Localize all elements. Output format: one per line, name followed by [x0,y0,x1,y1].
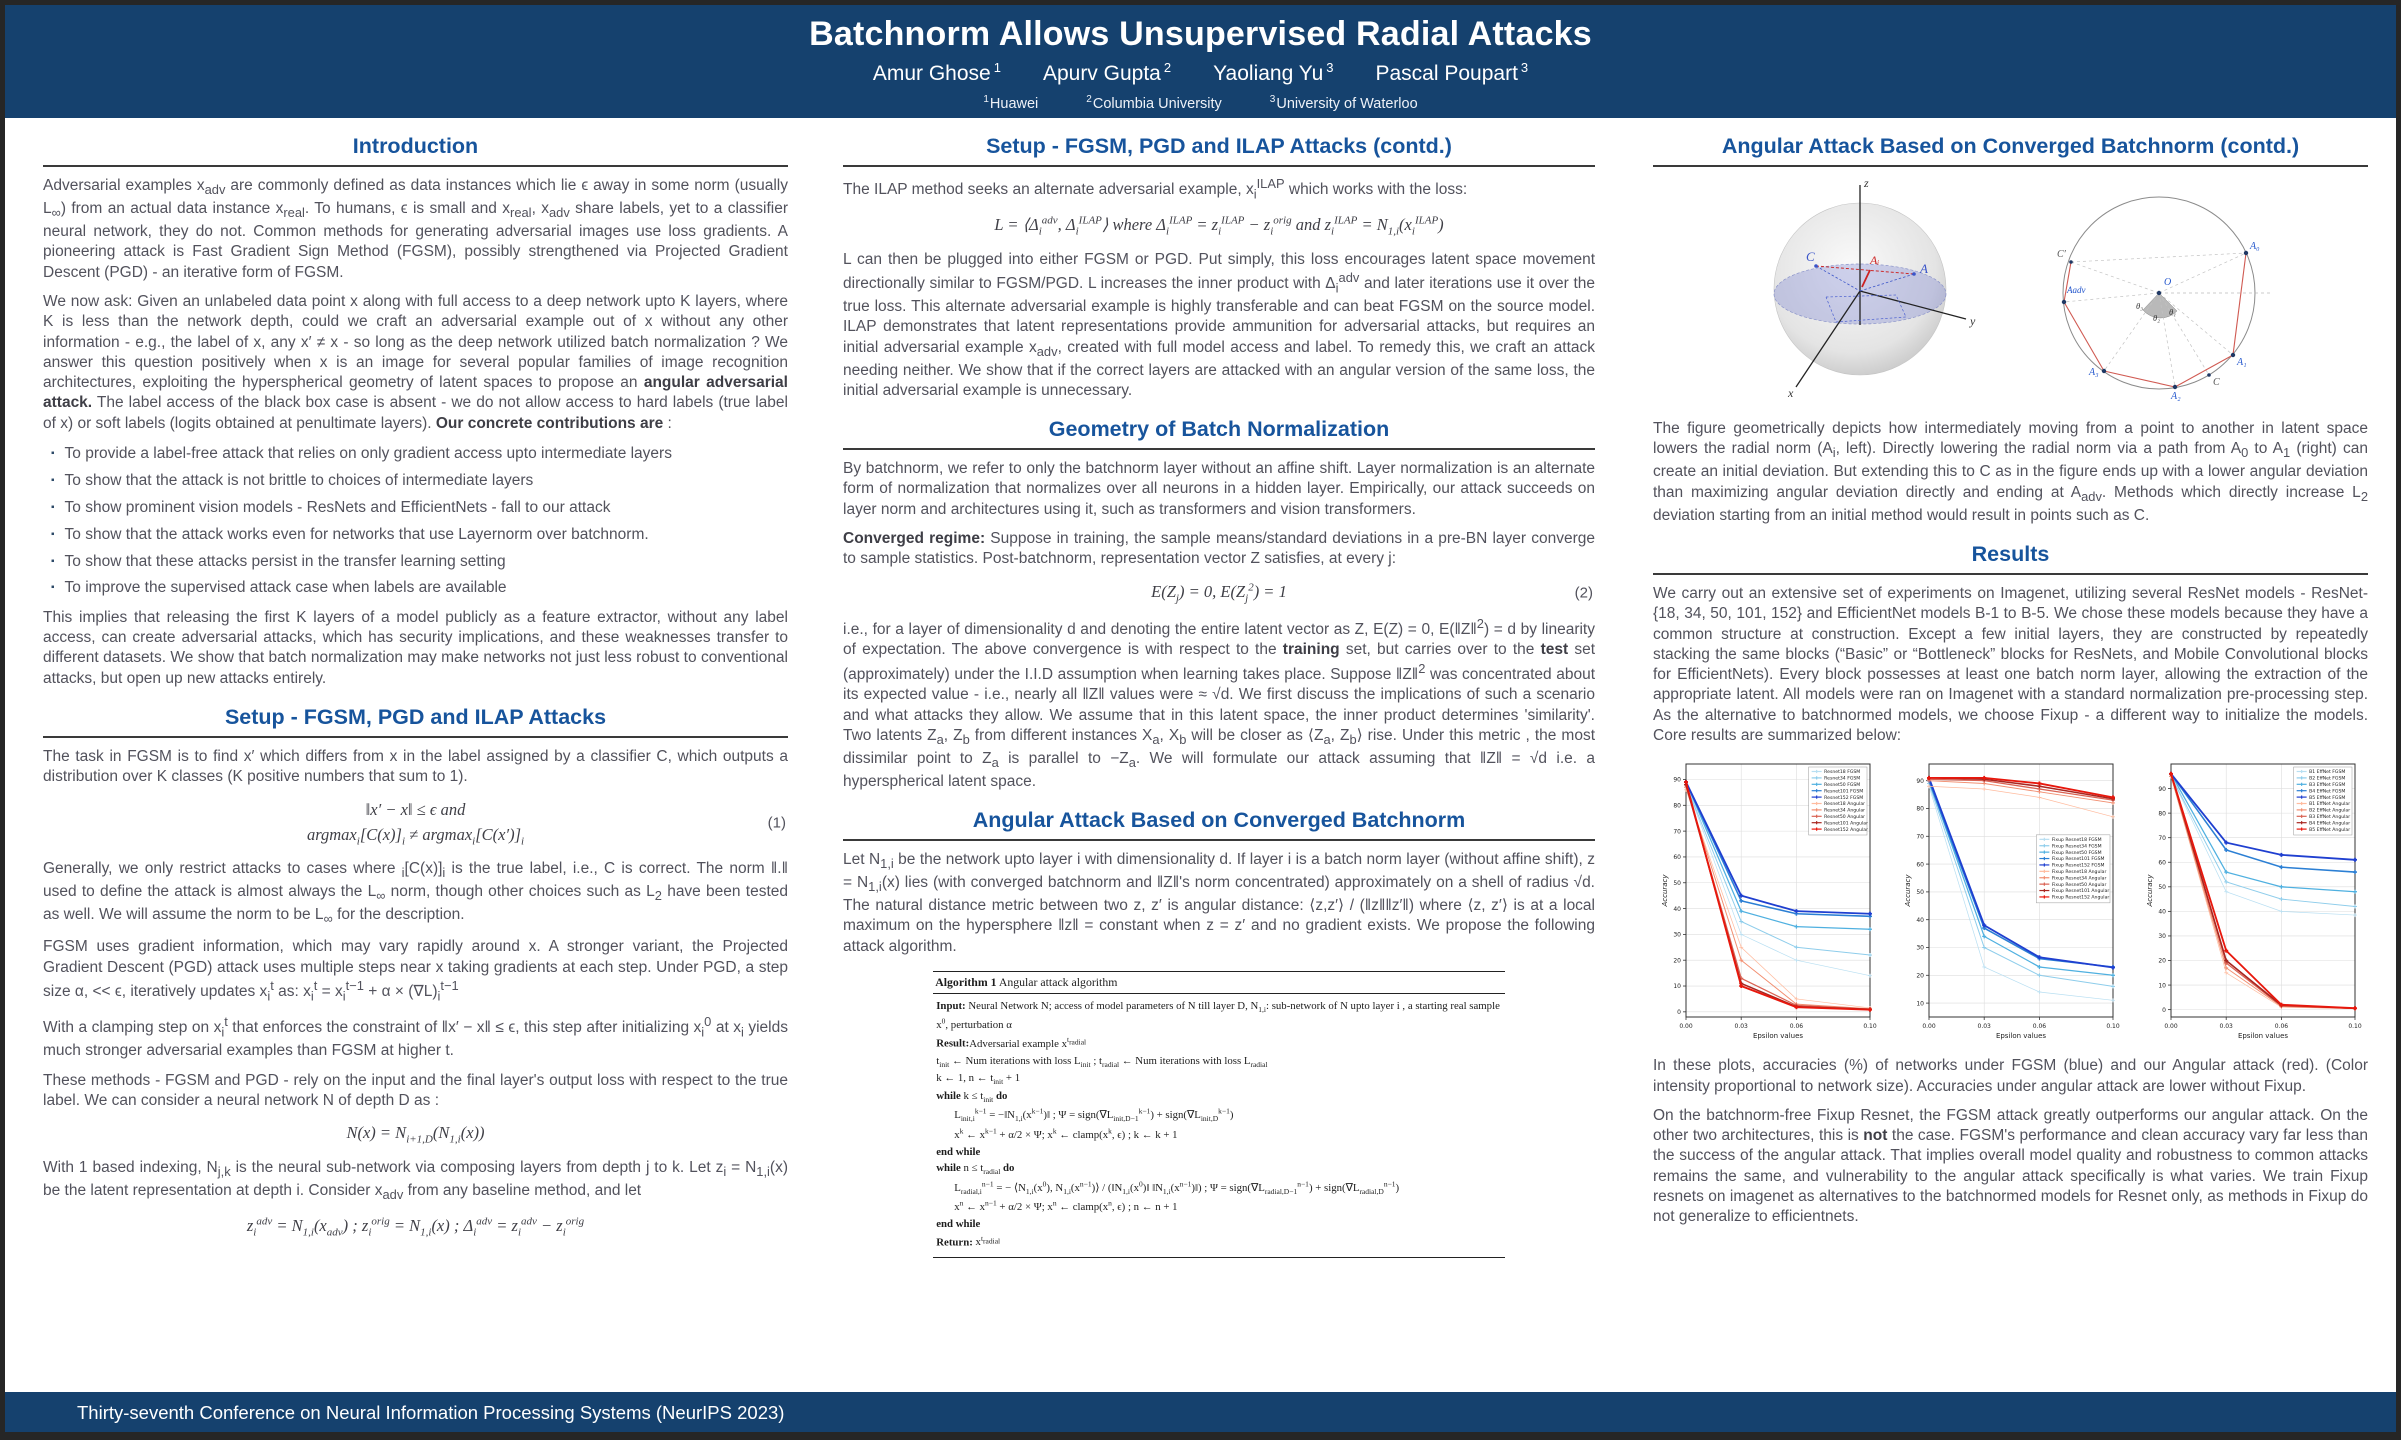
label-o: O [2163,277,2171,288]
column-results [1653,118,2368,1392]
svg-text:Accuracy: Accuracy [1661,874,1669,907]
svg-text:40: 40 [2158,908,2166,916]
z-axis-label: z [1863,176,1869,190]
svg-text:20: 20 [2158,958,2166,966]
svg-text:Epsilon values: Epsilon values [1995,1032,2046,1041]
point-a [1912,272,1916,276]
svg-text:Resnet18 Angular: Resnet18 Angular [1824,802,1866,808]
list-item: ▪ To show that the attack is not brittle to choices of intermediate layers [51,471,534,489]
svg-text:40: 40 [1915,917,1924,925]
list-item: ▪ To show prominent vision models - ResNets and EfficientNets - fall to our attack [51,498,611,516]
svg-text:0: 0 [2162,1007,2166,1015]
label-c-prime: C′ [2056,249,2066,260]
svg-text:Fixup Resnet101 Angular: Fixup Resnet101 Angular [2051,889,2109,895]
column-introduction [43,118,788,1392]
svg-text:50: 50 [1915,889,1924,897]
svg-text:60: 60 [1673,854,1681,862]
setup-paragraph-6: With 1 based indexing, $N_{j,k}$ is the neural sub-network via composing layers from depth j to k. Let $z_i = N_{1,i}(x)$ be the latent representation at depth i. Consider $x_{adv}$ from any baseline method, and let [43,1158,788,1202]
algorithm-line: k ← 1, n ← $t_{init} + 1$ [936,1072,1021,1087]
geometry-paragraph-1: By batchnorm, we refer to only the batchnorm layer without an affine shift. Layer normalization is an alternate form of normalization that normalizes over all neurons in a hidden layer. Empirically, our attack succeeds on layer norm and architectures using it, such as transformers and vision transformers. [843,460,1595,518]
plot-resnet-batchnorm [1659,755,1877,1047]
algorithm-box [933,971,1505,1258]
setup-paragraph-5: These methods - FGSM and PGD - rely on the input and the final layer's output loss with respect to the true label. We can consider a neural network N of depth D as : [43,1071,788,1110]
svg-text:30: 30 [1673,931,1681,939]
svg-text:Resnet34 FGSM: Resnet34 FGSM [1824,776,1861,782]
equation-number: (2) [1574,584,1593,602]
svg-text:90: 90 [2158,786,2166,794]
label-theta3: θ₃ [2135,301,2143,311]
section-heading-introduction: Introduction [352,134,479,158]
svg-text:Accuracy: Accuracy [1903,874,1912,907]
svg-text:B1 EffNet FGSM: B1 EffNet FGSM [2309,770,2346,776]
charts-caption: In these plots, accuracies (%) of networks under FGSM (blue) and our Angular attack (red). (Color intensity proportional to network size). Accuracies under angular attack are lower without Fixup. [1653,1057,2368,1095]
poster-footer [5,1392,2396,1432]
svg-text:Resnet101 Angular: Resnet101 Angular [1824,821,1868,827]
svg-text:40: 40 [1673,906,1681,914]
svg-text:Accuracy: Accuracy [2146,874,2154,907]
poster-title: Batchnorm Allows Unsupervised Radial Attacks [809,15,1592,53]
intro-paragraph-1: Adversarial examples $x_{adv}$ are commonly defined as data instances which lie ϵ away in some norm (usually $L_\infty$) from an actual data instance $x_{real}$. To humans, ϵ is small and $x_{real}$, $x_{adv}$ share labels, yet to a classifier neural network, they do not. Common methods for generating adversarial images use loss gradients. A pioneering attack is Fast Gradient Sign Method (FGSM), possibly strengthened via Projected Gradient Descent (PGD) - an iterative form of FGSM. [43,177,788,281]
algorithm-line: Input: Neural Network N; access of model parameters of N till layer D, $N_{1,i}$: sub-network of N upto layer i , a starting real sample $x^0$, perturbation α [936,1000,1500,1032]
svg-text:Fixup Resnet18 Angular: Fixup Resnet18 Angular [2051,870,2106,876]
setup-paragraph-3: FGSM uses gradient information, which may vary rapidly around x. A stronger variant, the Projected Gradient Descent (PGD) attack uses multiple steps near x taking gradients at each step. Under PGD, a step size α, << ϵ, iteratively updates $x_i^t$ as: $x_i^t = x_i^{t-1} + \alpha \times (\nabla L)_i^{t-1}$ [43,938,788,1004]
svg-text:B5 EffNet Angular: B5 EffNet Angular [2309,828,2351,834]
plot-fixup-resnet [1902,755,2120,1047]
svg-text:70: 70 [1673,828,1681,836]
label-theta2: θ₂ [2152,313,2160,323]
svg-text:70: 70 [2158,835,2166,843]
svg-text:20: 20 [1673,957,1681,965]
equation-2: $E(Z_j) = 0$, $E(Z_j^2) = 1$ (2) [1151,581,1593,604]
label-a0: A₀ [2249,241,2260,252]
svg-text:0.06: 0.06 [1789,1023,1804,1031]
plot-efficientnet [2144,755,2362,1047]
svg-text:10: 10 [2158,982,2166,990]
svg-text:Epsilon values: Epsilon values [2237,1032,2289,1041]
svg-text:Resnet50 FGSM: Resnet50 FGSM [1824,783,1861,789]
label-a: A [1919,261,1928,276]
svg-text:50: 50 [2158,884,2166,892]
author: Apurv Gupta $^2$ [1042,60,1172,85]
svg-text:80: 80 [1673,802,1681,810]
svg-text:30: 30 [2158,933,2166,941]
label-a2: A₂ [2170,391,2181,402]
author: Yaoliang Yu $^3$ [1213,60,1334,85]
svg-text:0.03: 0.03 [1977,1023,1991,1031]
section-heading-setup: Setup - FGSM, PGD and ILAP Attacks [224,704,607,729]
section-heading-geometry: Geometry of Batch Normalization [1048,417,1390,442]
algorithm-line: $x^n$ ← $x^{n-1} + \alpha/2 \times \Psi$; $x^n$ ← $clamp(x^n$, ϵ) ; n ← n + 1 [954,1198,1178,1214]
svg-text:0.10: 0.10 [2348,1023,2362,1031]
svg-text:80: 80 [2158,810,2166,818]
algorithm-title: Algorithm 1 Angular attack algorithm [933,971,1505,994]
svg-text:B2 EffNet Angular: B2 EffNet Angular [2309,808,2351,814]
svg-text:Resnet18 FGSM: Resnet18 FGSM [1824,770,1861,776]
authors-line [5,60,2396,86]
geometry-paragraph-3: i.e., for a layer of dimensionality d and denoting the entire latent vector as Z, E(Z) = 0, E(‖Z‖$^2$) = d by linearity of expectation. The above convergence is with respect to the training set, but carries over to the test set (approximately) under the I.I.D assumption when learning takes place. Suppose ‖Z‖$^2$ was concentrated about its expected value - i.e., nearly all ‖Z‖ values were ≈ √d. We first discuss the implications of such a scenario and what attacks they allow. We assume that in this latent space, the inner product determines 'similarity'. Two latents $Z_a$, $Z_b$ from different instances $X_a$, $X_b$ will be closer as $⟨Z_a$, $Z_b⟩$ rise. Under this metric , the most dissimilar point to $Z_a$ is parallel to $-Z_a$. We will formulate our attack assuming that ‖Z‖ = √d i.e. a hyperspherical latent space. [843,616,1595,790]
contribution-list [43,444,788,598]
heading-rule [43,165,788,167]
svg-text:Fixup Resnet18 FGSM: Fixup Resnet18 FGSM [2051,838,2102,844]
heading-rule [843,165,1595,167]
svg-text:B3 EffNet FGSM: B3 EffNet FGSM [2309,783,2346,789]
svg-text:30: 30 [1915,944,1924,952]
algorithm-body [933,994,1505,1258]
svg-text:0.06: 0.06 [2274,1023,2289,1031]
svg-text:Fixup Resnet34 FGSM: Fixup Resnet34 FGSM [2051,844,2102,850]
svg-text:20: 20 [1915,972,1924,980]
heading-rule [843,839,1595,841]
label-c2: C [2212,377,2220,388]
label-theta1: θ₁ [2168,307,2176,317]
section-heading-setup-contd: Setup - FGSM, PGD and ILAP Attacks (contd.) [986,134,1452,158]
list-item: ▪ To provide a label-free attack that relies on only gradient access upto intermediate layers [51,445,672,462]
algorithm-line: end while [936,1217,981,1230]
svg-text:10: 10 [1915,1000,1924,1008]
svg-text:0.00: 0.00 [1679,1023,1693,1031]
ilap-paragraph-1: The ILAP method seeks an alternate adversarial example, $x_i^{ILAP}$ which works with the loss: [843,176,1468,202]
angular-paragraph-1: Let $N_{1,i}$ be the network upto layer i with dimensionality d. If layer i is a batch norm layer (without affine shift), $z = N_{1,i}(x)$ lies (with converged batchnorm and ‖Z‖'s norm concentrated) approximately on a shell of radius √d. The natural distance metric between two z, z′ is angular distance: ⟨z,z′⟩ / (‖z‖‖z′‖) where ⟨z, z′⟩ is at a local maximum on the hypersphere ‖z‖ = constant when z = z′ and no gradient exists. We propose the following attack algorithm. [843,851,1595,955]
equation-number: (1) [767,814,786,832]
svg-text:Fixup Resnet152 Angular: Fixup Resnet152 Angular [2051,895,2109,901]
svg-text:10: 10 [1673,983,1681,991]
geometry-figure [1653,175,2368,410]
algorithm-line: while $n \le t_{radial}$ do [936,1162,1015,1177]
svg-text:B4 EffNet FGSM: B4 EffNet FGSM [2309,789,2346,795]
svg-text:Resnet152 Angular: Resnet152 Angular [1824,828,1868,834]
svg-text:0.03: 0.03 [1734,1023,1748,1031]
affiliation: $^2$Columbia University [1086,94,1222,112]
svg-text:0.10: 0.10 [1863,1023,1877,1031]
algorithm-line: $L_{radial,i}^{n-1}$ = − $⟨N_{1,i}(x^0)$, $N_{1,i}(x^{n-1})⟩$ / ($‖N_{1,i}(x^0)‖$ $‖N_{1,i}(x^{n-1})‖$) ; $\Psi = sign(\nabla L_{radial,D-1}^{n-1})$ + $sign(\nabla L_{radial,D}^{n-1})$ [954,1179,1400,1196]
heading-rule [1653,573,2368,575]
great-circle-figure [2043,175,2278,410]
author: Amur Ghose $^1$ [872,60,1001,85]
algorithm-line: while $k \le t_{init}$ do [936,1090,1008,1105]
poster-header [5,5,2396,118]
algorithm-line: Return: $x^{t_{radial}}$ [936,1233,1001,1249]
ilap-paragraph-2: L can then be plugged into either FGSM or PGD. Put simply, this loss encourages latent space movement directionally similar to FGSM/PGD. L increases the inner product with $\Delta_i^{adv}$ and later iterations use it over the true loss. This alternate adversarial example is highly transferable and can beat FGSM on the source model. ILAP demonstrates that latent representations provide ammunition for adversarial attacks, but requires an initial adversarial example $x_{adv}$, created with full model access and label. To remedy this, we craft an attack needing neither. We show that if the correct layers are attacked with an angular version of the same loss, the initial adversarial example is unnecessary. [843,250,1595,399]
point-c [1814,264,1818,268]
svg-text:Resnet101 FGSM: Resnet101 FGSM [1824,789,1864,795]
conference-name: Thirty-seventh Conference on Neural Information Processing Systems (NeurIPS 2023) [77,1402,785,1423]
label-a1: A₁ [2236,357,2247,368]
algorithm-line: $L_{init,i}^{k-1}$ = $-‖N_{1,i}(x^{k-1})‖$ ; $\Psi = sign(\nabla L_{init,D-1}^{k-1})$ + $sign(\nabla L_{init,D}^{k-1})$ [954,1106,1234,1124]
svg-text:B2 EffNet FGSM: B2 EffNet FGSM [2309,776,2346,782]
figure-explanation: The figure geometrically depicts how intermediately moving from a point to another in latent space lowers the radial norm ($A_i$, left). Directly lowering the radial norm via a path from $A_0$ to $A_1$ (right) can create an initial deviation. But extending this to C as in the figure ends up with a lower angular deviation than maximizing angular deviation directly and ending at $A_{adv}$. Methods which directly increase $L_2$ deviation starting from an initial method would result in points such as C. [1653,420,2368,524]
poster [5,5,2396,1432]
svg-text:Resnet34 Angular: Resnet34 Angular [1824,808,1866,814]
results-paragraph-1: We carry out an extensive set of experiments on Imagenet, utilizing several ResNet models - ResNet-{18, 34, 50, 101, 152} and EfficientNet models B-1 to B-5. We chose these models because they have a common structure at construction. Except a few initial layers, they are constructed by repeatedly stacking the same blocks (“Basic” or “Bottleneck” blocks for ResNets, and Mobile Convolutional blocks for EfficientNets). Every block possesses at least one batch norm layer, allowing the extraction of the appropriate latent. All models were ran on Imagenet with a standard normalization pre-processing step. As the alternative to batchnormed models, we choose Fixup - a different way to initialize the models. Core results are summarized below: [1653,584,2368,744]
svg-text:50: 50 [1673,880,1681,888]
section-heading-results: Results [1971,541,2050,566]
affiliation: $^3$University of Waterloo [1269,94,1418,112]
section-heading-angular-contd: Angular Attack Based on Converged Batchnorm (contd.) [1721,134,2300,158]
svg-text:0.10: 0.10 [2105,1023,2120,1031]
results-discussion: On the batchnorm-free Fixup Resnet, the FGSM attack greatly outperforms our angular attack. On the other two architectures, this is not the case. FGSM's performance and clean accuracy vary far less than the success of the angular attack. That implies overall model quality and robustness to common attacks remains the same, and vulnerability to the angular attack specifically is what varies. We train Fixup resnets on imagenet as alternatives to the batchnormed models for Resnet only, as methods in Fixup do not generalize to efficientnets. [1653,1106,2368,1226]
list-item: ▪ To improve the supervised attack case when labels are available [51,579,507,597]
svg-text:0.00: 0.00 [1921,1023,1936,1031]
svg-text:B5 EffNet FGSM: B5 EffNet FGSM [2309,796,2346,802]
svg-text:60: 60 [2158,859,2166,867]
svg-text:90: 90 [1915,778,1924,786]
intro-paragraph-2: We now ask: Given an unlabeled data point x along with full access to a deep network upto K layers, where K is less than the network depth, could we craft an adversarial example out of x without any other information - e.g., the label of x, any x′ ≠ x - so long as the deep network utilized batch normalization ? We answer this question positively when x is an image for several popular families of image recognition architectures, exploiting the hyperspherical geometry of latent spaces to propose an angular adversarial attack. The label access of the black box case is absent - we do not allow access to hard labels (true label of x) or soft labels (logits obtained at penultimate layers). Our concrete contributions are : [43,292,788,432]
svg-text:Fixup Resnet34 Angular: Fixup Resnet34 Angular [2051,876,2106,882]
svg-text:Fixup Resnet50 Angular: Fixup Resnet50 Angular [2051,883,2106,889]
bullet-icon: ▪ [51,448,55,459]
equation-ilap-loss: $L = ⟨\Delta_i^{adv}$, $\Delta_i^{ILAP}⟩$ where $\Delta_i^{ILAP} = z_i^{ILAP} - z_i^{orig}$ and $z_i^{ILAP} = N_{1,i}(x_i^{ILAP})$ [994,214,1444,238]
bullet-icon: ▪ [51,501,55,513]
equation-latents: $z_i^{adv} = N_{1,i}(x_{adv})$ ; $z_i^{orig} = N_{1,i}(x)$ ; $\Delta_i^{adv} = z_i^{adv} - z_i^{orig}$ [246,1215,585,1238]
svg-text:0.06: 0.06 [2032,1023,2046,1031]
algorithm-line: end while [936,1145,981,1158]
setup-paragraph-1: The task in FGSM is to find x′ which differs from x in the label assigned by a classifier C, which outputs a distribution over K classes (K positive numbers that sum to 1). [43,747,788,786]
svg-text:60: 60 [1915,861,1924,869]
label-a3: A₃ [2088,367,2099,378]
list-item: ▪ To show that the attack works even for networks that use Layernorm over batchnorm. [51,525,649,543]
y-axis-label: y [1969,314,1975,328]
bullet-icon: ▪ [51,582,55,594]
list-item: ▪ To show that these attacks persist in the transfer learning setting [51,552,506,570]
bullet-icon: ▪ [51,474,55,486]
geometry-paragraph-2: Converged regime: Suppose in training, the sample means/standard deviations in a pre-BN layer converge to sample statistics. Post-batchnorm, representation vector Z satisfies, at every j: [843,530,1595,568]
algorithm-line: $x^k$ ← $x^{k-1} + \alpha/2 \times \Psi$; $x^k$ ← $clamp(x^k$, ϵ) ; k ← k + 1 [954,1126,1178,1141]
label-ai: Aᵢ [1869,253,1879,267]
label-c: C [1805,249,1815,264]
setup-paragraph-2: Generally, we only restrict attacks to cases where $_i[C(x)]_i$ is the true label, i.e., C is correct. The norm ‖.‖ used to define the attack is almost always the $L_\infty$ norm, though other choices such as $L_2$ have been tested as well. We will assume the norm to be $L_\infty$ for the description. [43,860,788,927]
author: Pascal Poupart $^3$ [1375,60,1529,85]
svg-text:B4 EffNet Angular: B4 EffNet Angular [2309,821,2351,827]
column-methods [843,118,1595,1392]
svg-text:B1 EffNet Angular: B1 EffNet Angular [2309,802,2351,808]
heading-rule [843,448,1595,450]
svg-text:Epsilon values: Epsilon values [1752,1032,1804,1041]
affiliation: $^1$Huawei [983,94,1039,112]
heading-rule [1653,165,2368,167]
intro-paragraph-3: This implies that releasing the first K layers of a model publicly as a feature extractor, without any label access, can create adversarial attacks, which has security implications, and these weaknesses transfer to different datasets. We show that batch normalization may make networks not just less robust to conventional attacks, but open up new attacks entirely. [43,608,788,687]
svg-text:70: 70 [1915,833,1924,841]
svg-text:Fixup Resnet152 FGSM: Fixup Resnet152 FGSM [2051,863,2105,869]
svg-text:80: 80 [1915,805,1924,813]
results-charts [1653,755,2368,1047]
svg-text:Fixup Resnet50 FGSM: Fixup Resnet50 FGSM [2051,851,2102,857]
svg-text:Resnet152 FGSM: Resnet152 FGSM [1824,796,1864,802]
x-axis-label: x [1787,386,1793,400]
svg-text:B3 EffNet Angular: B3 EffNet Angular [2309,815,2351,821]
equation-1: ‖x′ − x‖ ≤ ϵ and $argmax_i[C(x)]_i \ne argmax_i[C(x')]_i$ (1) [306,799,786,848]
setup-paragraph-4: With a clamping step on $x_i^t$ that enforces the constraint of ‖x′ − x‖ ≤ ϵ, this step after initializing $x_i^0$ at $x_i$ yields much stronger adversarial examples than FGSM at higher t. [43,1014,788,1060]
svg-text:90: 90 [1673,776,1681,784]
svg-text:0.00: 0.00 [2164,1023,2178,1031]
svg-text:0: 0 [1677,1009,1681,1017]
algorithm-line: $t_{init}$ ← Num iterations with loss $L_{init}$ ; $t_{radial}$ ← Num iterations with loss $L_{radial}$ [936,1054,1268,1069]
heading-rule [43,736,788,738]
bullet-icon: ▪ [51,528,55,540]
bullet-icon: ▪ [51,555,55,567]
equation-network: $N(x) = N_{i+1,D}(N_{1,i}(x))$ [346,1123,485,1146]
hypersphere-figure [1744,175,1979,410]
algorithm-line: Result:Adversarial example $x^{t_{radial}}$ [936,1035,1087,1050]
affiliations-line [5,94,2396,112]
label-aadv: Aadv [2066,285,2085,295]
svg-text:Resnet50 Angular: Resnet50 Angular [1824,815,1866,821]
svg-text:Fixup Resnet101 FGSM: Fixup Resnet101 FGSM [2051,857,2105,863]
section-heading-angular-attack: Angular Attack Based on Converged Batchnorm [972,808,1466,833]
svg-text:0.03: 0.03 [2219,1023,2233,1031]
